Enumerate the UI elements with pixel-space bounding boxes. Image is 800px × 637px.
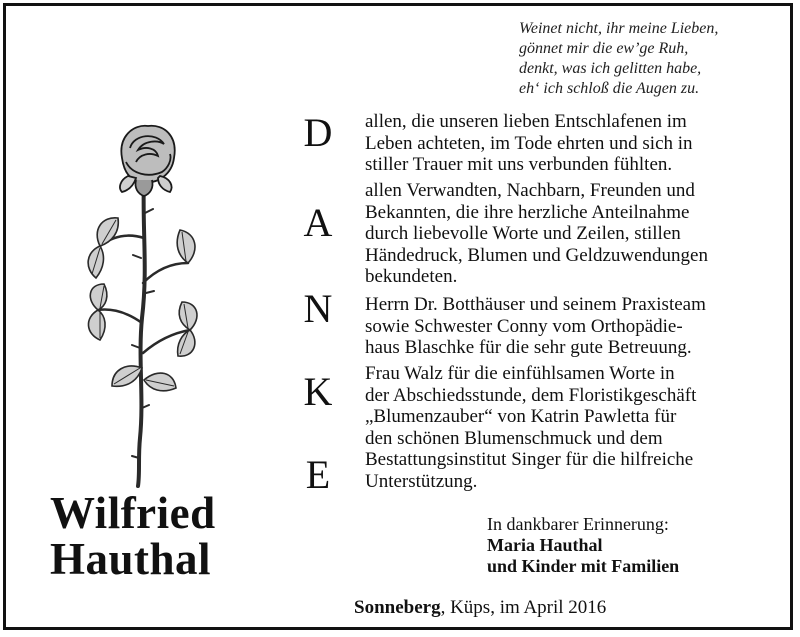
paragraph-line: haus Blaschke für die sehr gute Betreuung.: [365, 337, 692, 358]
closing-block: [487, 514, 679, 577]
paragraph-line: Unterstützung.: [365, 470, 478, 492]
poem: [519, 19, 789, 99]
paragraph-line: der Abschiedsstunde, dem Floristikgeschäft: [365, 384, 697, 406]
thanks-paragraph: [365, 111, 785, 176]
obituary-notice: [3, 3, 793, 630]
danke-letter: N: [303, 286, 333, 331]
poem-line: Weinet nicht, ihr meine Lieben,: [519, 20, 719, 37]
paragraph-line: Leben achteten, im Tode ehrten und sich in: [365, 132, 693, 154]
paragraph-line: stiller Trauer mit uns verbunden fühlten.: [365, 154, 673, 175]
paragraph-line: allen, die unseren lieben Entschlafenen im: [365, 111, 687, 132]
paragraph-line: sowie Schwester Conny vom Orthopädie-: [365, 315, 683, 337]
poem-line: denkt, was ich gelitten habe,: [519, 60, 702, 77]
thanks-paragraph: [365, 363, 785, 492]
place-date: [354, 597, 606, 619]
paragraph-line: „Blumenzauber“ von Katrin Pawletta für: [365, 406, 677, 427]
deceased-name: [50, 490, 216, 582]
deceased-last-name: Hauthal: [50, 534, 212, 584]
paragraph-line: durch liebevolle Worte und Zeilen, stillen: [365, 223, 681, 244]
deceased-first-name: Wilfried: [50, 488, 216, 538]
rose-icon: [78, 118, 208, 488]
poem-line: eh‘ ich schloß die Augen zu.: [519, 80, 700, 97]
closing-intro: In dankbarer Erinnerung:: [487, 514, 669, 534]
danke-letter: K: [303, 369, 333, 414]
poem-line: gönnet mir die ew’ge Ruh,: [519, 40, 689, 57]
paragraph-line: Bestattungsinstitut Singer für die hilfreiche: [365, 449, 694, 470]
danke-letter: D: [303, 110, 333, 155]
paragraph-line: Bekannten, die ihre herzliche Anteilnahme: [365, 201, 690, 223]
paragraph-line: Herrn Dr. Botthäuser und seinem Praxisteam: [365, 294, 706, 315]
paragraph-line: den schönen Blumenschmuck und dem: [365, 427, 663, 449]
mourner-name: Maria Hauthal: [487, 535, 603, 555]
paragraph-line: Frau Walz für die einfühlsamen Worte in: [365, 363, 675, 384]
place-rest: , Küps, im April 2016: [440, 597, 607, 618]
danke-letter: A: [303, 200, 333, 245]
place-town: Sonneberg: [354, 597, 441, 618]
thanks-paragraph: [365, 294, 785, 359]
paragraph-line: allen Verwandten, Nachbarn, Freunden und: [365, 180, 695, 201]
paragraph-line: bekundeten.: [365, 266, 458, 287]
paragraph-line: Händedruck, Blumen und Geldzuwendungen: [365, 244, 708, 266]
mourner-family: und Kinder mit Familien: [487, 556, 680, 576]
danke-letter: E: [305, 452, 331, 497]
thanks-paragraph: [365, 180, 785, 288]
